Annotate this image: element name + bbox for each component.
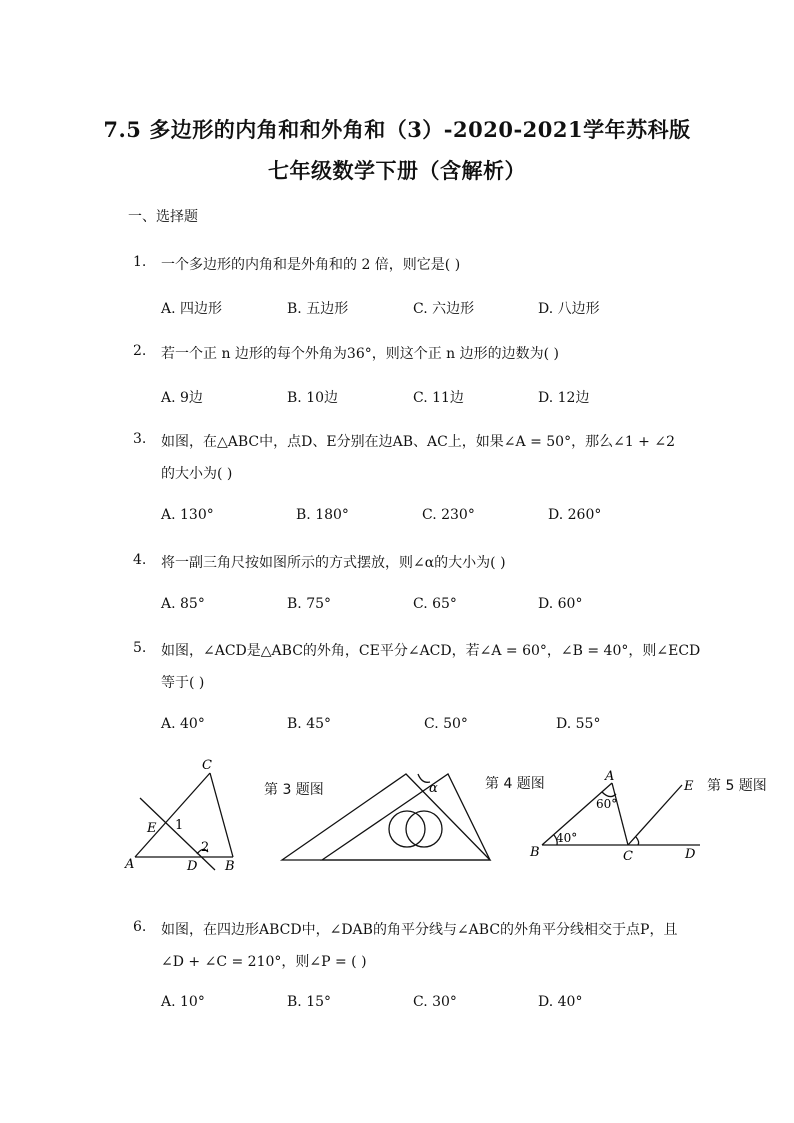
- fig5-label-d: D: [685, 847, 696, 862]
- question-text: 如图，在△ABC中，点D、E分别在边AB、AC上，如果∠A = 50°，那么∠1 + ∠2: [161, 434, 675, 450]
- option-c: C. 30°: [413, 994, 457, 1010]
- option-b: B. 75°: [287, 596, 332, 612]
- fig5-label-c: C: [623, 849, 633, 864]
- question-text: 如图，在四边形ABCD中，∠DAB的角平分线与∠ABC的外角平分线相交于点P，且: [161, 922, 678, 938]
- question-text: 一个多边形的内角和是外角和的 2 倍，则它是( ): [161, 257, 461, 273]
- fig3-label-a: A: [125, 857, 135, 872]
- option-a: A. 四边形: [161, 301, 223, 317]
- question-number: 4.: [133, 552, 147, 568]
- figure-3-caption: 第 3 题图: [264, 782, 324, 798]
- question-number: 2.: [133, 343, 147, 359]
- option-a: A. 40°: [161, 716, 205, 732]
- question-text-cont: 等于( ): [161, 675, 205, 691]
- fig4-label-alpha: α: [429, 781, 438, 796]
- option-c: C. 65°: [413, 596, 457, 612]
- fig3-label-d: D: [187, 859, 198, 874]
- option-c: C. 50°: [424, 716, 468, 732]
- option-b: B. 45°: [287, 716, 332, 732]
- question-number: 3.: [133, 431, 147, 447]
- fig3-label-c: C: [202, 758, 212, 773]
- option-d: D. 260°: [548, 507, 602, 523]
- question-number: 6.: [133, 919, 147, 935]
- fig3-label-e: E: [147, 821, 157, 836]
- option-b: B. 10边: [287, 390, 339, 406]
- question-text: 若一个正 n 边形的每个外角为36°，则这个正 n 边形的边数为( ): [161, 346, 560, 362]
- doc-title-line2: 七年级数学下册（含解析）: [268, 158, 526, 183]
- option-b: B. 15°: [287, 994, 332, 1010]
- option-c: C. 230°: [422, 507, 475, 523]
- option-a: A. 9边: [161, 390, 203, 406]
- option-b: B. 五边形: [287, 301, 349, 317]
- question-text: 将一副三角尺按如图所示的方式摆放，则∠α的大小为( ): [161, 555, 506, 571]
- question-text: 如图，∠ACD是△ABC的外角，CE平分∠ACD，若∠A = 60°，∠B = 40°，则∠ECD: [161, 643, 701, 659]
- option-d: D. 55°: [556, 716, 601, 732]
- option-c: C. 六边形: [413, 301, 475, 317]
- option-b: B. 180°: [296, 507, 349, 523]
- question-text-cont: 的大小为( ): [161, 466, 233, 482]
- option-c: C. 11边: [413, 390, 464, 406]
- fig3-label-b: B: [225, 859, 235, 874]
- question-text-cont: ∠D + ∠C = 210°，则∠P = ( ): [161, 954, 367, 970]
- option-d: D. 八边形: [538, 301, 600, 317]
- figure-4-caption: 第 4 题图: [485, 776, 545, 792]
- figure-5-caption: 第 5 题图: [707, 778, 767, 794]
- question-number: 1.: [133, 254, 147, 270]
- fig5-label-e: E: [684, 779, 694, 794]
- fig5-label-b: B: [530, 845, 540, 860]
- option-a: A. 10°: [161, 994, 205, 1010]
- fig5-angle-b: 40°: [556, 831, 578, 845]
- option-d: D. 60°: [538, 596, 583, 612]
- option-a: A. 85°: [161, 596, 205, 612]
- option-d: D. 40°: [538, 994, 583, 1010]
- option-d: D. 12边: [538, 390, 590, 406]
- fig5-angle-a: 60°: [596, 797, 618, 811]
- fig3-label-1: 1: [175, 818, 184, 833]
- fig3-label-2: 2: [201, 840, 210, 855]
- doc-title-line1: 7.5 多边形的内角和和外角和（3）-2020-2021学年苏科版: [103, 117, 691, 142]
- figures-row: [0, 750, 794, 880]
- fig5-label-a: A: [605, 769, 615, 784]
- option-a: A. 130°: [161, 507, 214, 523]
- question-number: 5.: [133, 640, 147, 656]
- section-heading: 一、选择题: [128, 209, 198, 225]
